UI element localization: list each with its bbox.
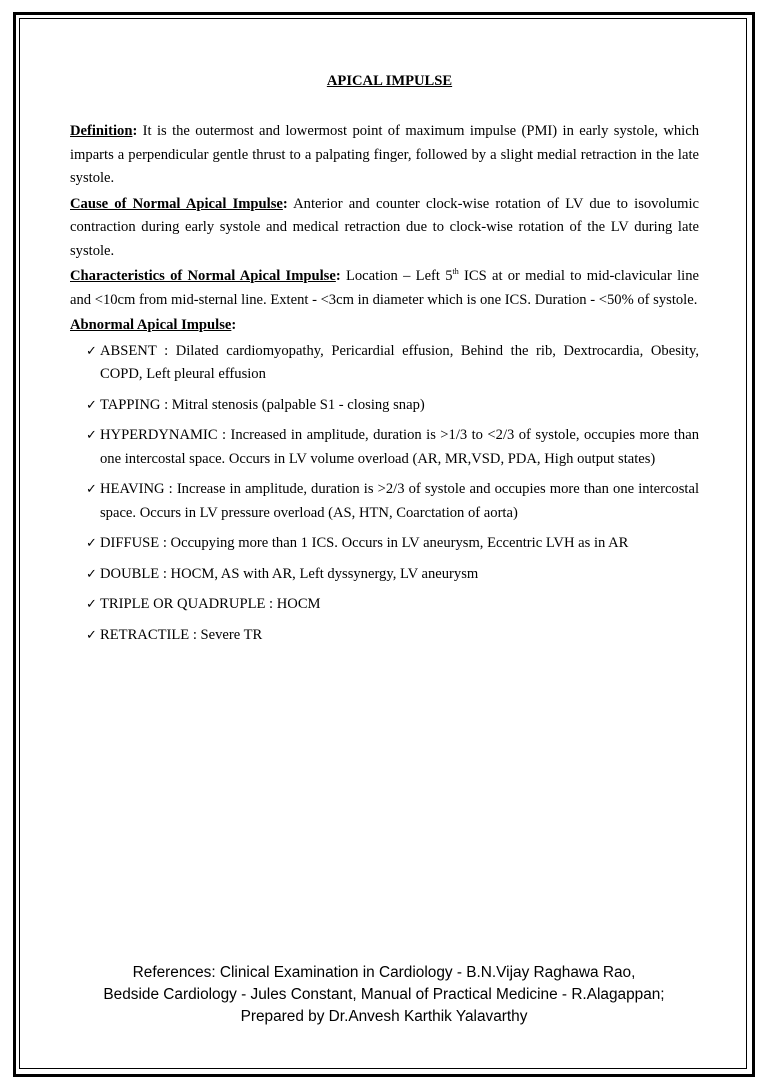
cause-paragraph: Cause of Normal Apical Impulse: Anterior and counter clock-wise rotation of LV due to isovolumic contraction during early systole and medical retraction due to clock-wise rotation of the LV during late systole. bbox=[70, 195, 700, 259]
check-icon: ✓ bbox=[86, 397, 97, 413]
abnormal-list bbox=[70, 340, 699, 648]
list-item-text: ABSENT : Dilated cardiomyopathy, Pericardial effusion, Behind the rib, Dextrocardia, Obesity, COPD, Left pleural effusion bbox=[100, 342, 699, 382]
characteristics-paragraph: Characteristics of Normal Apical Impulse: Location – Left 5th ICS at or medial to mid-clavicular line and <10cm from mid-sternal line. Extent - <3cm in diameter which is one ICS. Duration - <50% of systole. bbox=[70, 267, 699, 308]
list-item-double bbox=[70, 563, 699, 587]
check-icon: ✓ bbox=[86, 566, 97, 582]
cause-text: Anterior and counter clock-wise rotation of LV due to isovolumic contraction during early systole and medical retraction due to clock-wise rotation of the LV during late systole. bbox=[70, 195, 700, 259]
list-item-text: DIFFUSE : Occupying more than 1 ICS. Occurs in LV aneurysm, Eccentric LVH as in AR bbox=[100, 535, 629, 551]
list-item-text: DOUBLE : HOCM, AS with AR, Left dyssynergy, LV aneurysm bbox=[100, 565, 479, 582]
definition-paragraph: Definition: It is the outermost and lowermost point of maximum impulse (PMI) in early systole, which imparts a perpendicular gentle thrust to a palpating finger, followed by a slight medial retraction in the late systole. bbox=[70, 123, 699, 186]
list-item-hyperdynamic bbox=[70, 424, 699, 471]
check-icon: ✓ bbox=[86, 536, 97, 551]
page-title: APICAL IMPULSE bbox=[326, 73, 453, 89]
abnormal-label: Abnormal Apical Impulse bbox=[70, 317, 232, 333]
check-icon: ✓ bbox=[86, 482, 97, 497]
characteristics-superscript: th bbox=[452, 267, 459, 276]
characteristics-text-after: ICS at or medial to mid-clavicular line and <10cm from mid-sternal line. Extent - <3cm in diameter which is one ICS. Duration - <50% of systole. bbox=[70, 268, 699, 308]
abnormal-heading: Abnormal Apical Impulse: bbox=[70, 317, 237, 333]
list-item-text: HYPERDYNAMIC : Increased in amplitude, duration is >1/3 to <2/3 of systole, occupies more than one intercostal space. Occurs in LV volume overload (AR, MR,VSD, PDA, High output states) bbox=[100, 427, 699, 467]
references-line-1: References: Clinical Examination in Cardiology - B.N.Vijay Raghawa Rao, bbox=[132, 964, 636, 981]
check-icon: ✓ bbox=[86, 597, 97, 612]
check-icon: ✓ bbox=[86, 627, 97, 643]
definition-label: Definition bbox=[70, 123, 133, 139]
list-item-heaving bbox=[70, 478, 699, 525]
list-item-text: RETRACTILE : Severe TR bbox=[100, 626, 263, 643]
references-footer bbox=[30, 962, 738, 1028]
list-item-absent bbox=[70, 340, 699, 387]
check-icon: ✓ bbox=[86, 428, 97, 443]
list-item-retractile bbox=[70, 624, 699, 648]
list-item-text: TRIPLE OR QUADRUPLE : HOCM bbox=[100, 596, 321, 612]
references-line-3: Prepared by Dr.Anvesh Karthik Yalavarthy bbox=[240, 1008, 528, 1025]
document-body bbox=[70, 71, 699, 654]
list-item-text: HEAVING : Increase in amplitude, duration is >2/3 of systole and occupies more than one intercostal space. Occurs in LV pressure overload (AS, HTN, Coarctation of aorta) bbox=[100, 481, 699, 521]
characteristics-label: Characteristics of Normal Apical Impulse bbox=[70, 268, 336, 284]
characteristics-text-before: Location – Left 5 bbox=[340, 268, 453, 284]
cause-label: Cause of Normal Apical Impulse bbox=[70, 195, 283, 212]
references-line-2: Bedside Cardiology - Jules Constant, Manual of Practical Medicine - R.Alagappan; bbox=[103, 986, 665, 1003]
list-item-tapping bbox=[70, 394, 699, 418]
check-icon: ✓ bbox=[86, 343, 97, 359]
list-item-text: TAPPING : Mitral stenosis (palpable S1 - closing snap) bbox=[100, 396, 425, 413]
list-item-diffuse bbox=[70, 532, 699, 556]
list-item-triple bbox=[70, 593, 699, 617]
definition-text: It is the outermost and lowermost point of maximum impulse (PMI) in early systole, which imparts a perpendicular gentle thrust to a palpating finger, followed by a slight medial retraction in the late systole. bbox=[70, 123, 699, 186]
